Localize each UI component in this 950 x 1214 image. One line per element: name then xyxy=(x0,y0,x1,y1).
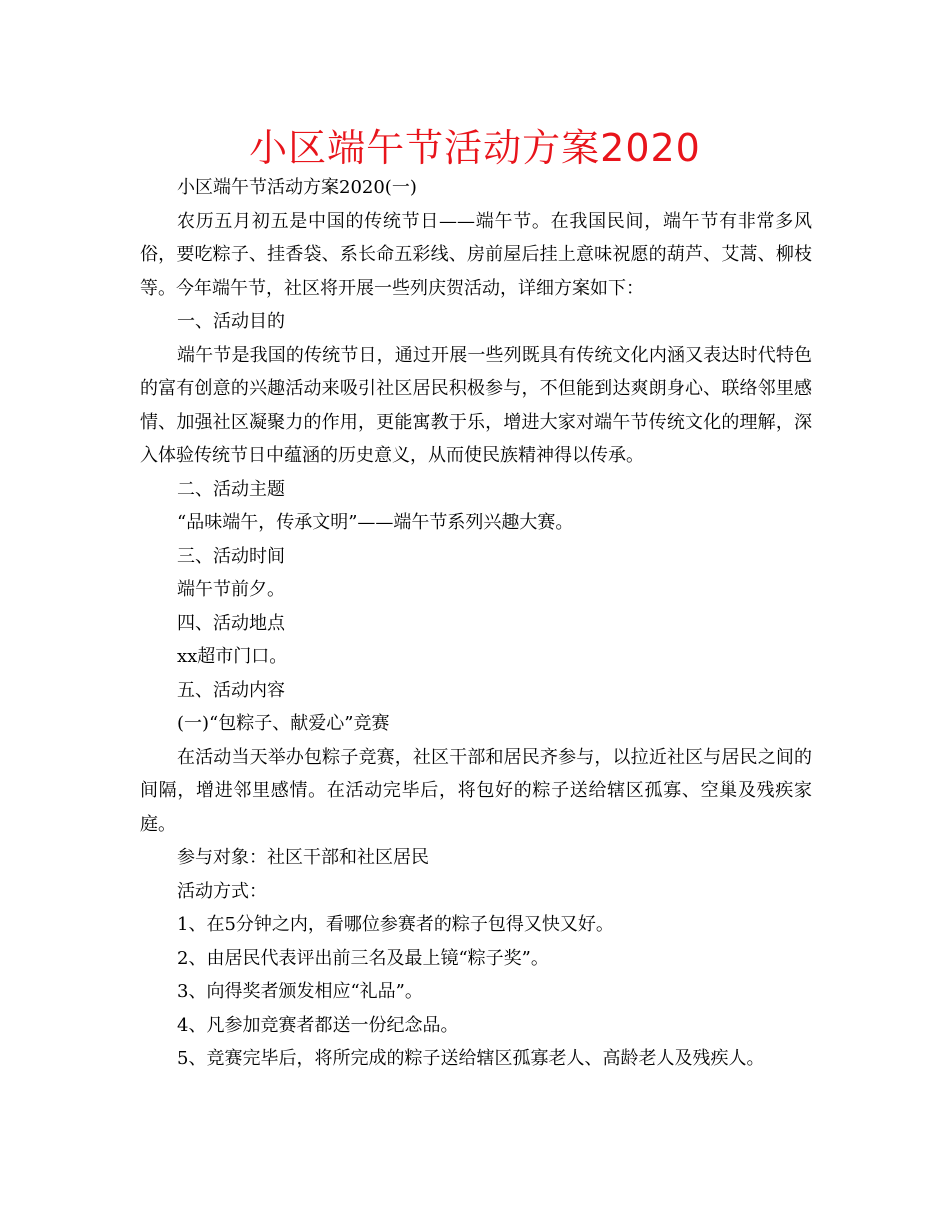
intro-paragraph: 农历五月初五是中国的传统节日——端午节。在我国民间，端午节有非常多风俗，要吃粽子、挂香袋、系长命五彩线、房前屋后挂上意味祝愿的葫芦、艾蒿、柳枝等。今年端午节，社区将开展一些列庆贺活动，详细方案如下： xyxy=(140,210,812,299)
time-paragraph: 端午节前夕。 xyxy=(177,579,285,600)
list-item: 3、向得奖者颁发相应“礼品”。 xyxy=(177,981,423,1002)
location-paragraph: xx超市门口。 xyxy=(177,646,288,667)
list-item: 5、竞赛完毕后，将所完成的粽子送给辖区孤寡老人、高龄老人及残疾人。 xyxy=(177,1048,765,1069)
purpose-paragraph: 端午节是我国的传统节日，通过开展一些列既具有传统文化内涵又表达时代特色的富有创意的兴趣活动来吸引社区居民积极参与，不但能到达爽朗身心、联络邻里感情、加强社区凝聚力的作用，更能寓教于乐，增进大家对端午节传统文化的理解，深入体验传统节日中蕴涵的历史意义，从而使民族精神得以传承。 xyxy=(140,344,812,466)
participants-paragraph: 参与对象：社区干部和社区居民 xyxy=(177,847,429,868)
section-heading-time: 三、活动时间 xyxy=(177,545,285,567)
method-heading: 活动方式： xyxy=(177,880,267,902)
subsection-heading-contest: (一)“包粽子、献爱心”竞赛 xyxy=(177,713,390,734)
section-heading-purpose: 一、活动目的 xyxy=(177,311,285,332)
document-body xyxy=(140,171,812,1076)
section-heading-location: 四、活动地点 xyxy=(177,612,285,634)
section-heading-theme: 二、活动主题 xyxy=(177,478,285,500)
subtitle-paragraph: 小区端午节活动方案2020(一) xyxy=(177,177,417,198)
document-title: 小区端午节活动方案2020 xyxy=(249,126,701,170)
list-item: 1、在5分钟之内，看哪位参赛者的粽子包得又快又好。 xyxy=(177,914,614,935)
list-item: 2、由居民代表评出前三名及最上镜“粽子奖”。 xyxy=(177,947,549,969)
section-heading-content: 五、活动内容 xyxy=(177,679,285,701)
theme-paragraph: “品味端午，传承文明”——端午节系列兴趣大赛。 xyxy=(177,512,574,533)
contest-paragraph: 在活动当天举办包粽子竞赛，社区干部和居民齐参与，以拉近社区与居民之间的间隔，增进邻里感情。在活动完毕后，将包好的粽子送给辖区孤寡、空巢及残疾家庭。 xyxy=(140,746,812,835)
list-item: 4、凡参加竞赛者都送一份纪念品。 xyxy=(177,1014,459,1036)
